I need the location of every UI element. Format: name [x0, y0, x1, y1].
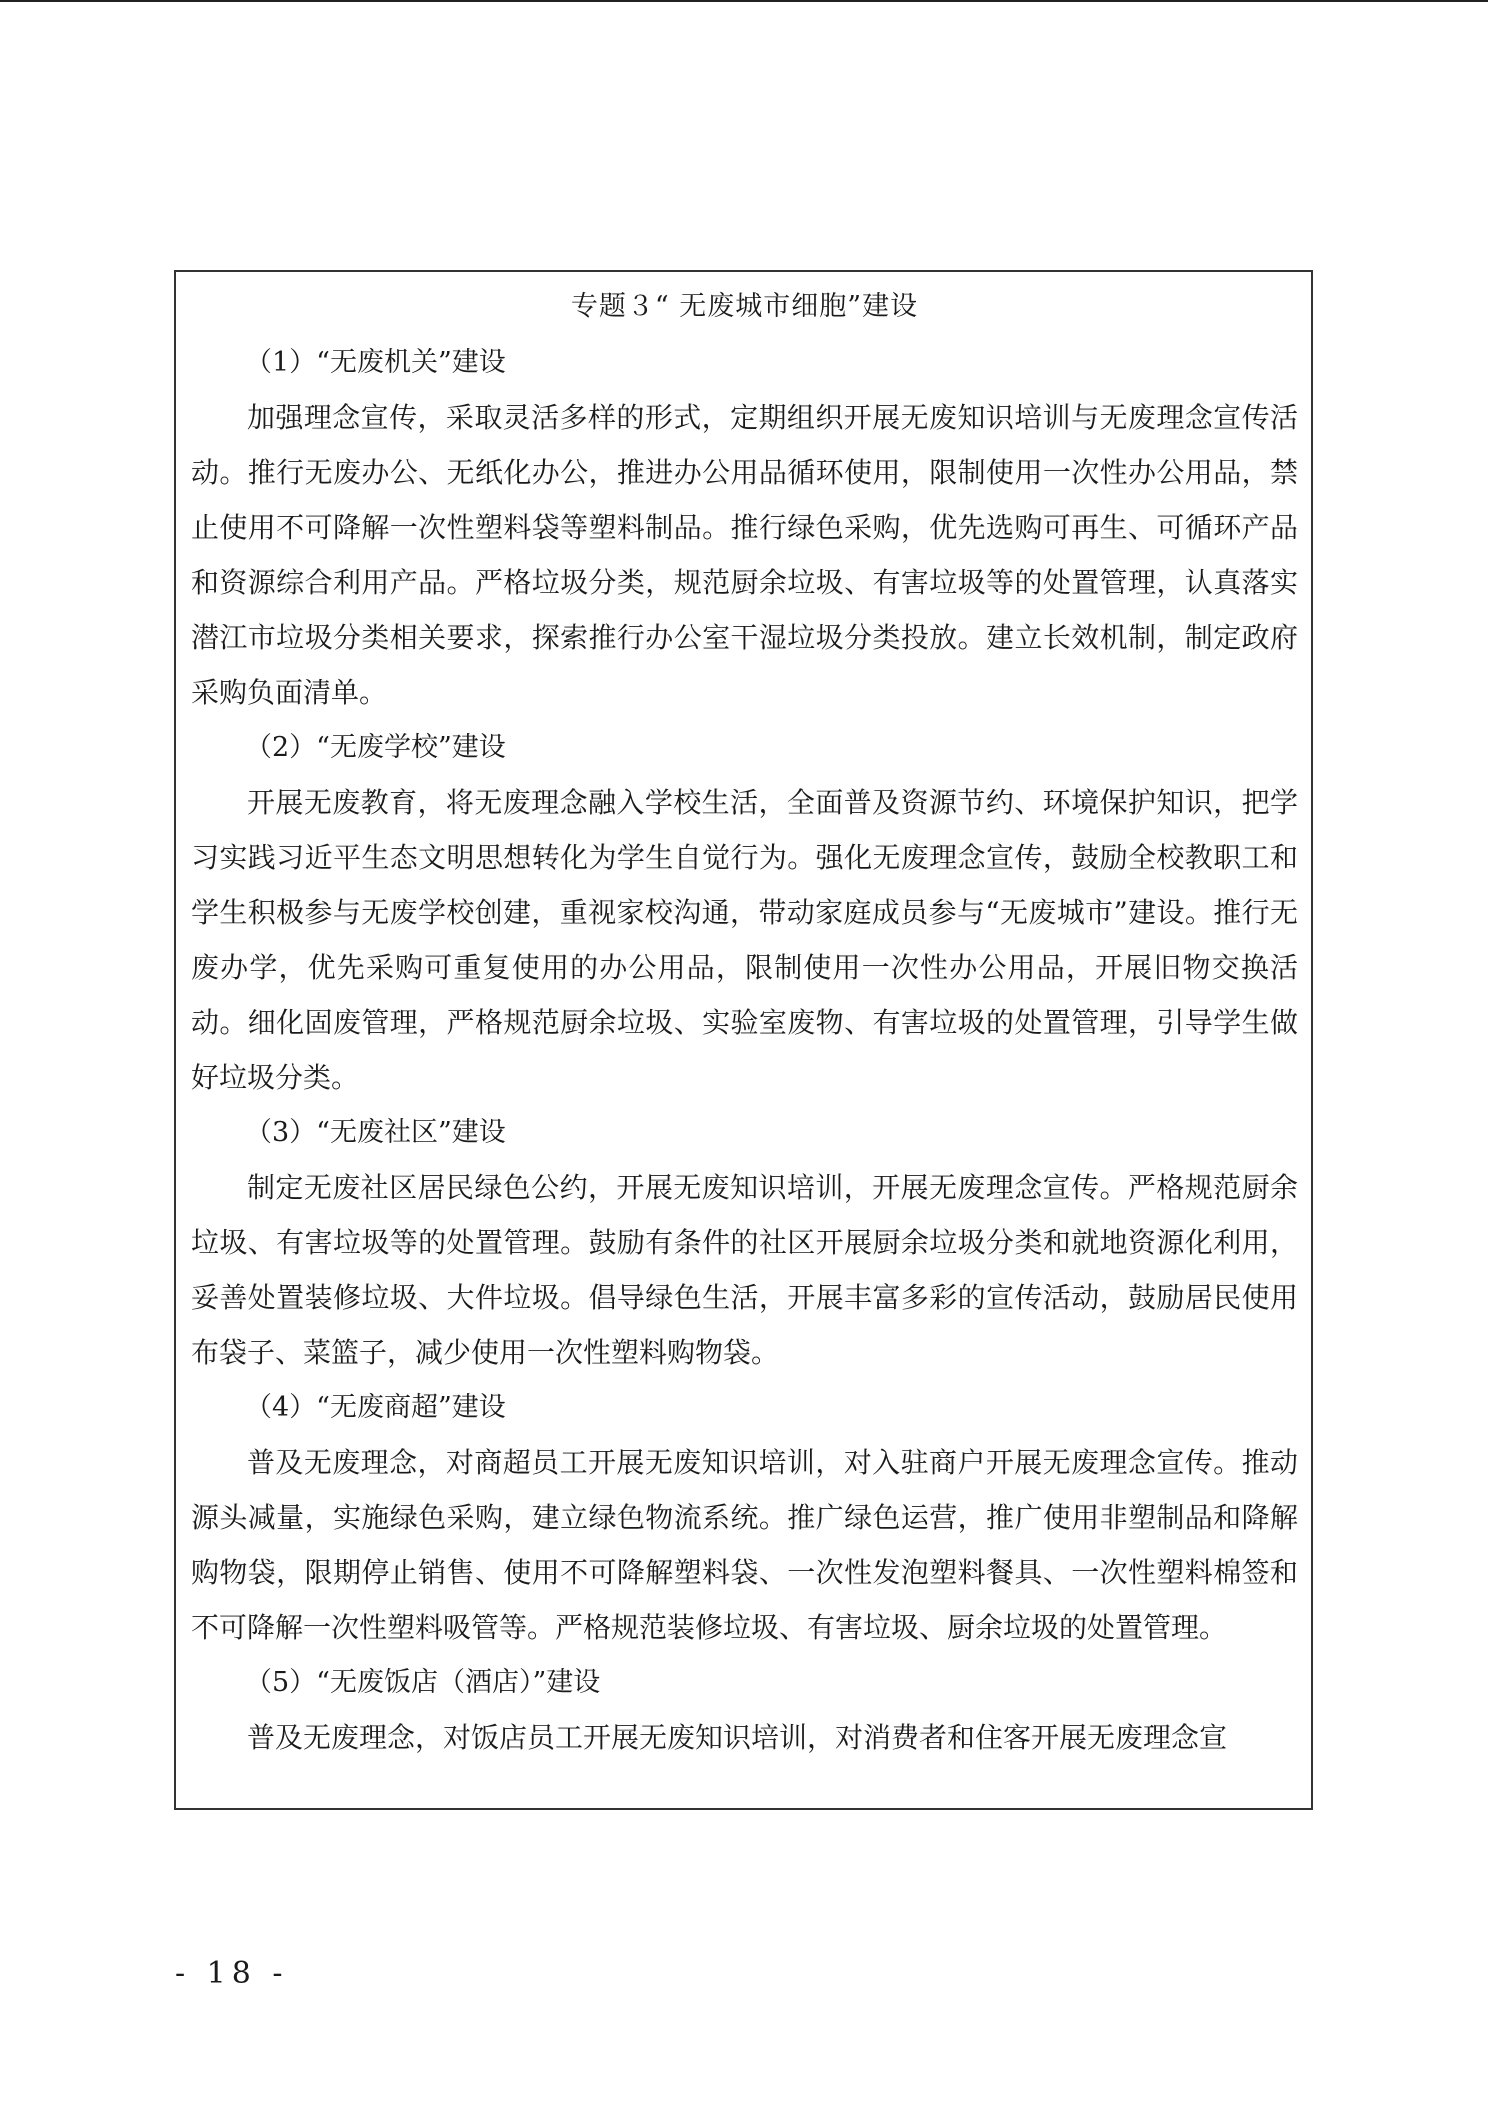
section-body-3: 制定无废社区居民绿色公约，开展无废知识培训，开展无废理念宣传。严格规范厨余垃圾、有害垃圾等的处置管理。鼓励有条件的社区开展厨余垃圾分类和就地资源化利用，妥善处置装修垃圾、大件垃圾。倡导绿色生活，开展丰富多彩的宣传活动，鼓励居民使用布袋子、菜篮子，减少使用一次性塑料购物袋。 [191, 1171, 1298, 1369]
section-heading-4: （4）“无废商超”建设 [245, 1392, 506, 1423]
section-body-2: 开展无废教育，将无废理念融入学校生活，全面普及资源节约、环境保护知识，把学习实践习近平生态文明思想转化为学生自觉行为。强化无废理念宣传，鼓励全校教职工和学生积极参与无废学校创建，重视家校沟通，带动家庭成员参与“无废城市”建设。推行无废办学，优先采购可重复使用的办公用品，限制使用一次性办公用品，开展旧物交换活动。细化固废管理，严格规范厨余垃圾、实验室废物、有害垃圾的处置管理，引导学生做好垃圾分类。 [191, 786, 1298, 1094]
section-heading-1: （1）“无废机关”建设 [245, 347, 506, 378]
section-heading-3: （3）“无废社区”建设 [245, 1117, 506, 1148]
section-heading-2: （2）“无废学校”建设 [245, 732, 506, 763]
topic-title: 专题３“ 无废城市细胞”建设 [570, 291, 919, 322]
section-heading-5: （5）“无废饭店（酒店）”建设 [245, 1667, 601, 1698]
top-border-line [0, 0, 1488, 2]
topic-box [174, 270, 1313, 1810]
section-body-4: 普及无废理念，对商超员工开展无废知识培训，对入驻商户开展无废理念宣传。推动源头减量，实施绿色采购，建立绿色物流系统。推广绿色运营，推广使用非塑制品和降解购物袋，限期停止销售、使用不可降解塑料袋、一次性发泡塑料餐具、一次性塑料棉签和不可降解一次性塑料吸管等。严格规范装修垃圾、有害垃圾、厨余垃圾的处置管理。 [191, 1446, 1298, 1644]
section-body-1: 加强理念宣传，采取灵活多样的形式，定期组织开展无废知识培训与无废理念宣传活动。推行无废办公、无纸化办公，推进办公用品循环使用，限制使用一次性办公用品，禁止使用不可降解一次性塑料袋等塑料制品。推行绿色采购，优先选购可再生、可循环产品和资源综合利用产品。严格垃圾分类，规范厨余垃圾、有害垃圾等的处置管理，认真落实潜江市垃圾分类相关要求，探索推行办公室干湿垃圾分类投放。建立长效机制，制定政府采购负面清单。 [191, 401, 1298, 709]
section-body-5: 普及无废理念，对饭店员工开展无废知识培训，对消费者和住客开展无废理念宣 [247, 1721, 1228, 1754]
page-number: - 18 - [175, 1956, 289, 1991]
